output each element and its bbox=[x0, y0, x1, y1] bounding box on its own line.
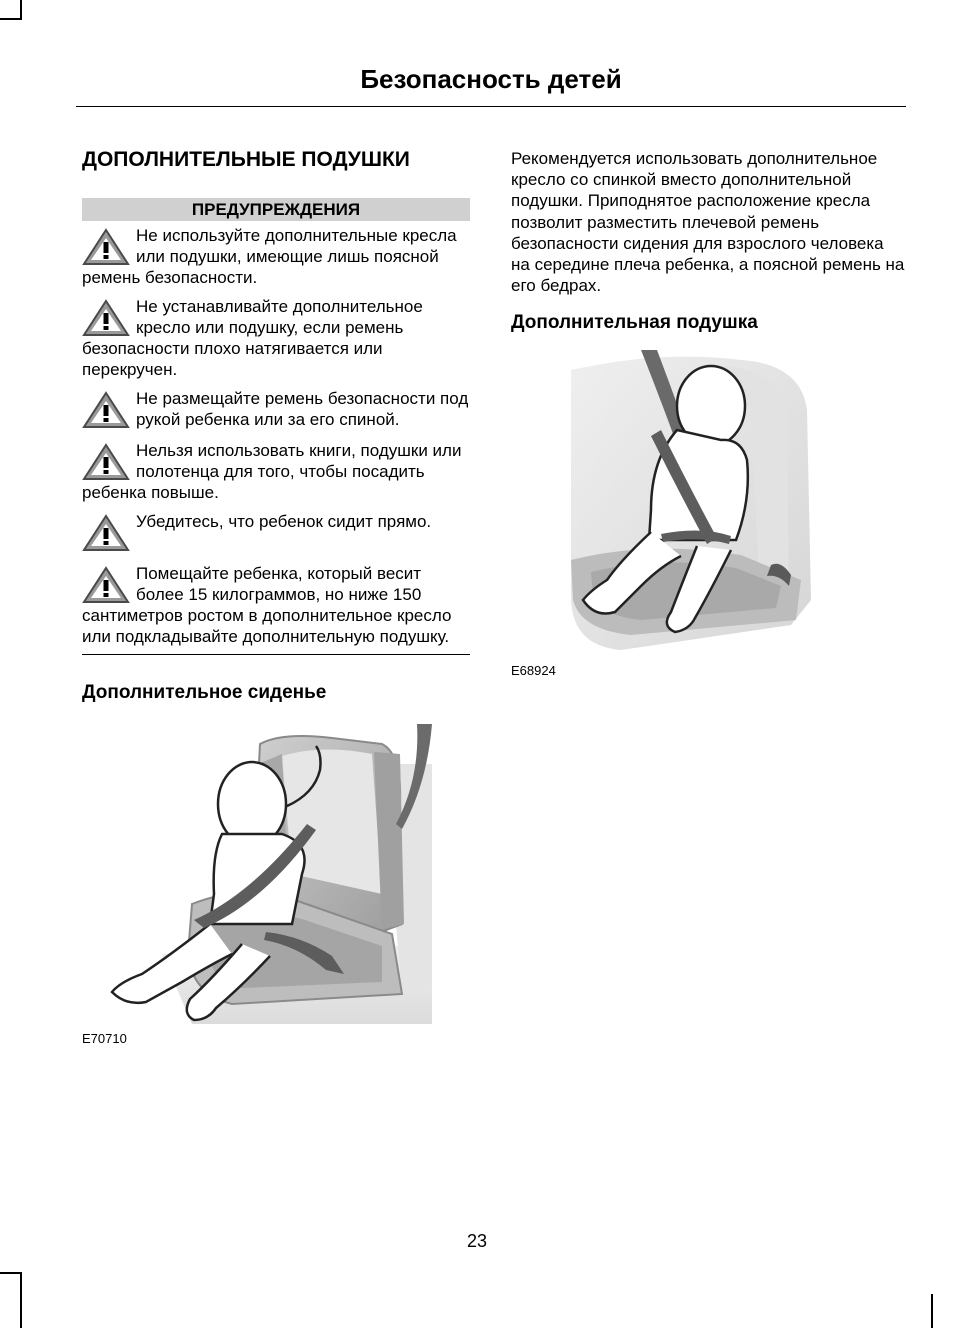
warning-item bbox=[82, 440, 470, 503]
warning-triangle-icon bbox=[82, 390, 130, 430]
figure-booster-seat bbox=[82, 724, 470, 1047]
recommendation-paragraph: Рекомендуется использовать дополнительное кресло со спинкой вместо дополнительной подушки. Приподнятое расположение кресла позволит разместить плечевой ремень безопасности сидения для взрослого человека на середине плеча ребенка, а поясной ремень на его бедрах. bbox=[511, 149, 905, 296]
warning-item bbox=[82, 563, 470, 647]
title-divider bbox=[76, 106, 906, 107]
figure-id: E68924 bbox=[511, 663, 556, 679]
warning-triangle-icon bbox=[82, 565, 130, 605]
warning-text: Помещайте ребенка, который весит более 15 килограммов, но ниже 150 сантиметров ростом в дополнительное кресло или подкладывайте дополнительную подушку. bbox=[82, 564, 452, 646]
warnings-end-divider bbox=[82, 654, 470, 655]
crop-mark bbox=[0, 18, 22, 20]
warnings-header: ПРЕДУПРЕЖДЕНИЯ bbox=[82, 198, 470, 221]
subsection-heading-booster-seat: Дополнительное сиденье bbox=[82, 682, 327, 703]
warning-item bbox=[82, 296, 470, 380]
warning-text: Не используйте дополнительные кресла или подушки, имеющие лишь поясной ремень безопасности. bbox=[82, 226, 457, 287]
warning-text: Убедитесь, что ребенок сидит прямо. bbox=[136, 512, 432, 531]
section-heading: ДОПОЛНИТЕЛЬНЫЕ ПОДУШКИ bbox=[82, 148, 410, 171]
warning-triangle-icon bbox=[82, 227, 130, 267]
warning-item bbox=[82, 511, 470, 555]
crop-mark bbox=[20, 0, 22, 20]
page-number: 23 bbox=[466, 1231, 488, 1251]
figure-id: E70710 bbox=[82, 1031, 127, 1046]
figure-booster-cushion bbox=[511, 350, 906, 679]
warning-text: Не устанавливайте дополнительное кресло или подушку, если ремень безопасности плохо натягивается или перекручен. bbox=[82, 297, 423, 379]
crop-mark bbox=[20, 1272, 22, 1328]
warning-item bbox=[82, 388, 470, 432]
warning-triangle-icon bbox=[82, 442, 130, 482]
booster-cushion-illustration bbox=[511, 350, 906, 660]
right-column bbox=[511, 146, 906, 679]
warning-item bbox=[82, 225, 470, 288]
left-column bbox=[82, 146, 470, 1047]
crop-mark bbox=[0, 1272, 22, 1274]
warning-triangle-icon bbox=[82, 513, 130, 553]
booster-seat-illustration bbox=[82, 724, 470, 1036]
page-title: Безопасность детей bbox=[360, 64, 622, 94]
crop-mark bbox=[931, 1294, 933, 1328]
warning-text: Нельзя использовать книги, подушки или полотенца для того, чтобы посадить ребенка повыше. bbox=[82, 441, 462, 502]
warnings-list bbox=[82, 225, 470, 647]
warning-text: Не размещайте ремень безопасности под рукой ребенка или за его спиной. bbox=[136, 389, 469, 429]
warning-triangle-icon bbox=[82, 298, 130, 338]
subsection-heading-booster-cushion: Дополнительная подушка bbox=[511, 312, 758, 334]
